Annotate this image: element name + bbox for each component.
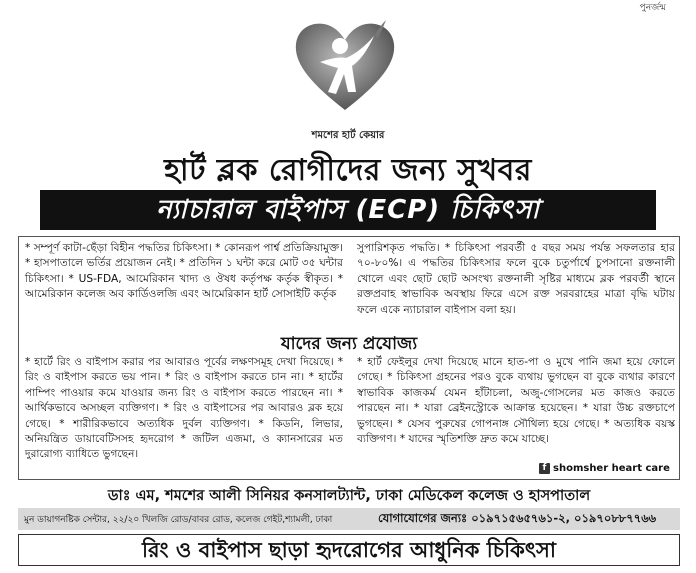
treatment-banner: ন্যাচারাল বাইপাস (ECP) চিকিৎসা bbox=[40, 190, 656, 230]
applicable-right-text: * হার্ট ফেইলুর দেখা দিয়েছে মানে হাত-পা ও মুখে পানি জমা হয়ে ফোলে গেছে। * চিকিৎসা গ্রহনের পরও বুকে ব্যথায় ভুগছেন বা বুকে ব্যথার কারণে স্বাভাবিক কাজকর্ম যেমন হাঁটাচলা, অজু-গোসলের মত কাজও করতে পারছেন না। * যারা ব্রেইনস্ট্রোকে আক্রান্ত হয়েছেন। * যারা উচ্চ রক্তচাপে ভুগছেন। * যেসব পুরুষের গোপনাঙ্গ সৌথিল্য হয়ে গেছে। * অত্যধিক বয়স্ক ব্যক্তিগণ। * যাদের স্মৃতিশক্তি দ্রুত কমে যাচ্ছে। bbox=[357, 356, 675, 446]
logo-caption: শমশের হার্ট কেয়ার bbox=[311, 130, 385, 141]
intro-left-text: * সম্পূর্ণ কাটা-ছেঁড়া বিহীন পদ্ধতির চিকিৎসা। * কোনরূপ পার্শ্ব প্রতিক্রিয়ামুক্ত। * হাসপাতালে ভর্তির প্রয়োজন নেই। * প্রতিদিন ১ ঘন্টা করে মোট ৩৫ ঘন্টার চিকিৎসা। * US-FDA, আমেরিকান খাদ্য ও ঔষধ কর্তৃপক্ষ কর্তৃক স্বীকৃত। * আমেরিকান কলেজ অব কার্ডিওলজি এবং আমেরিকান হার্ট সোসাইটি কর্তৃক bbox=[25, 242, 343, 301]
info-box bbox=[18, 236, 680, 480]
facebook-handle bbox=[539, 463, 670, 474]
heart-person-icon bbox=[290, 18, 400, 114]
intro-right-text: সুপারিশকৃত পদ্ধতি। * চিকিৎসা পরবর্তী ৫ বছর সময় পর্যন্ত সফলতার হার ৭০-৮০%। এ পদ্ধতির চিকিৎসার ফলে বুকে চতুর্পার্শ্বে চুপসানো রক্তনালী খোলে এবং ছোট ছোট অসংখ্য রক্তনালী সৃষ্টির মাধ্যমে ব্লক পরবর্তী স্থানে রক্তপ্রবাহ স্বাভাবিক অবস্থায় ফিরে এসে রক্ত সরবরাহের মাত্রা বৃদ্ধি ঘটায় ফলে একে ন্যাচারাল বাইপাস বলা হয়। bbox=[357, 242, 675, 316]
corner-text: পুনর্জন্ম bbox=[639, 3, 666, 13]
logo bbox=[290, 18, 400, 128]
facebook-handle-text: shomsher heart care bbox=[553, 463, 670, 474]
contact-bar bbox=[18, 508, 680, 530]
headline: হার্ট ব্লক রোগীদের জন্য সুখবর bbox=[164, 153, 532, 188]
doctor-line: ডাঃ এম, শমশের আলী সিনিয়র কনসালট্যান্ট, ঢাকা মেডিকেল কলেজ ও হাসপাতাল bbox=[107, 488, 591, 504]
bottom-banner: রিং ও বাইপাস ছাড়া হৃদরোগের আধুনিক চিকিৎসা bbox=[18, 534, 680, 566]
contact-numbers: যোগাযোগের জন্যঃ ০১৯৭১৫৬৫৭৬১-২, ০১৯৭০৮৮৭৭৬৬ bbox=[378, 510, 657, 525]
applicable-heading: যাদের জন্য প্রযোজ্য bbox=[169, 331, 529, 359]
applicable-left-text: * হার্টে রিং ও বাইপাস করার পর আবারও পূর্বের লক্ষণসমূহ দেখা দিয়েছে। * রিং ও বাইপাস করতে ভয় পান। * রিং ও বাইপাস করতে চান না। * হার্টের পাম্পিং পাওয়ার কমে যাওয়ার জন্য রিং ও বাইপাস করতে পারছেন না। * আর্থিকভাবে অসচ্ছল ব্যক্তিগণ। * রিং ও বাইপাসের পর আবারও ব্লক হয়ে গেছে। * শারীরিকভাবে অত্যধিক দুর্বল ব্যক্তিগণ। * কিডনি, লিভার, অনিয়ন্ত্রিত ডায়াবেটিসসহ হৃদরোগ * জটিল এজমা, ও ক্যানসারের মত দুরারোগ্য ব্যাধিতে ভুগছেন। bbox=[25, 356, 343, 461]
address-text: মুন ডায়াগনষ্টিক সেন্টার, ২২/২০ খিলজি রোড/বাবর রোড, কলেজ গেইট,শ্যামলী, ঢাকা bbox=[24, 514, 333, 525]
facebook-icon: f bbox=[539, 463, 550, 474]
